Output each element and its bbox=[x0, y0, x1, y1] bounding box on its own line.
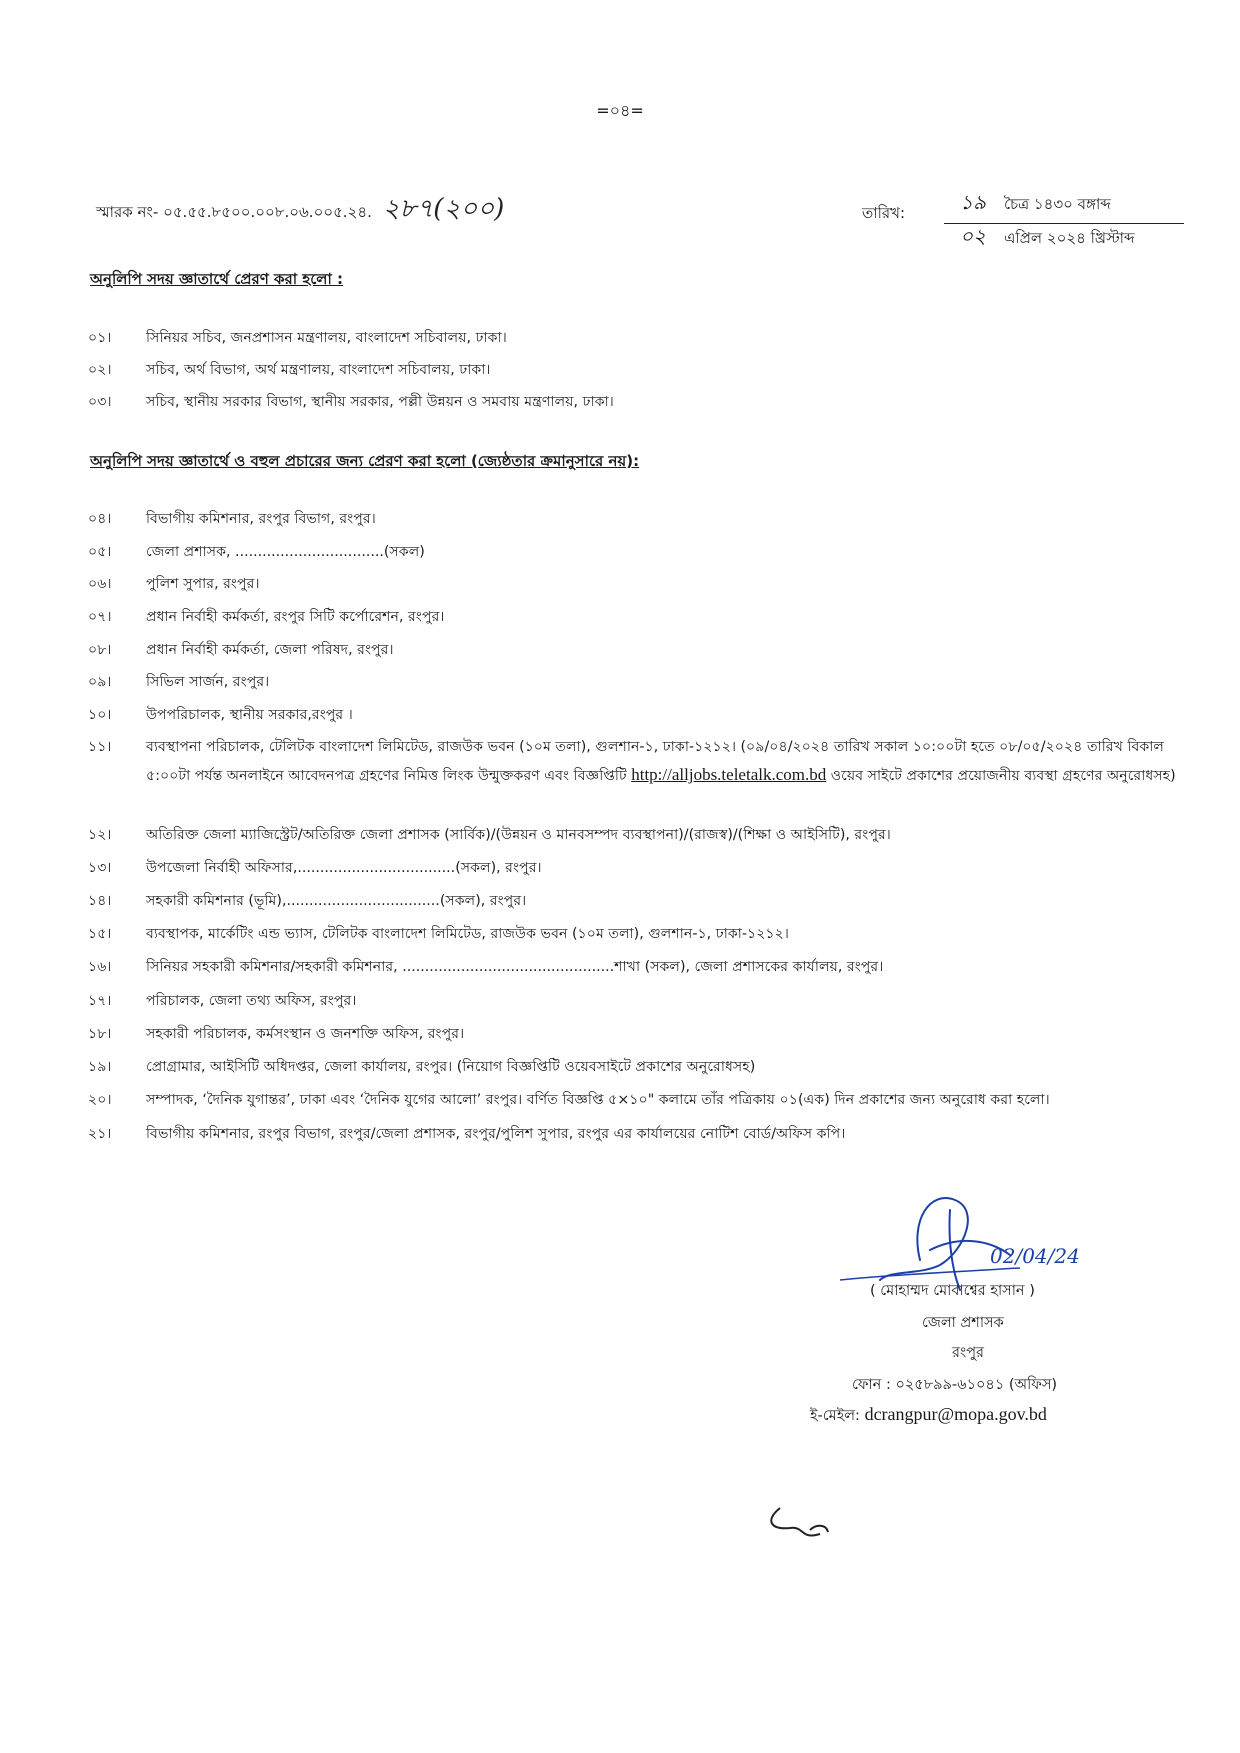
list-item bbox=[88, 1021, 1188, 1048]
item-number: ১৭। bbox=[88, 993, 112, 1009]
list-item bbox=[88, 1087, 1188, 1114]
bangla-date bbox=[944, 188, 1184, 224]
item-text: প্রধান নির্বাহী কর্মকর্তা, জেলা পরিষদ, রংপুর। bbox=[146, 642, 394, 658]
initials-icon bbox=[760, 1500, 840, 1550]
list-item bbox=[88, 506, 1188, 533]
list-item bbox=[88, 988, 1188, 1015]
item-text-after: ওয়েব সাইটে প্রকাশের প্রয়োজনীয় ব্যবস্থা গ্রহণের অনুরোধসহ) bbox=[826, 768, 1176, 784]
list-item bbox=[88, 669, 1188, 696]
item-number: ০৮। bbox=[88, 642, 112, 658]
item-number: ০৯। bbox=[88, 674, 112, 690]
item-text: সহকারী কমিশনার (ভূমি),..................................(সকল), রংপুর। bbox=[146, 893, 527, 909]
section1-heading: অনুলিপি সদয় জ্ঞাতার্থে প্রেরণ করা হলো : bbox=[90, 270, 344, 288]
bangla-day-handwritten: ১৯ bbox=[960, 190, 986, 214]
date-block bbox=[862, 188, 1192, 254]
item-text bbox=[146, 734, 1188, 790]
item-text: সিভিল সার্জন, রংপুর। bbox=[146, 674, 270, 690]
memo-handwritten-number: ২৮৭(২০০) bbox=[382, 194, 505, 224]
item-number: ০৫। bbox=[88, 544, 112, 560]
list-item bbox=[88, 571, 1188, 598]
item-text: অতিরিক্ত জেলা ম্যাজিস্ট্রেট/অতিরিক্ত জেলা প্রশাসক (সার্বিক)/(উন্নয়ন ও মানবসম্পদ ব্যবস্থাপনা)/(রাজস্ব)/(শিক্ষা ও আইসিটি), রংপুর। bbox=[146, 827, 891, 843]
item-text: জেলা প্রশাসক, .................................(সকল) bbox=[146, 544, 425, 560]
item-text: প্রধান নির্বাহী কর্মকর্তা, রংপুর সিটি কর্পোরেশন, রংপুর। bbox=[146, 609, 445, 625]
item-text: সিনিয়র সচিব, জনপ্রশাসন মন্ত্রণালয়, বাংলাদেশ সচিবালয়, ঢাকা। bbox=[146, 330, 507, 346]
list-item bbox=[88, 539, 1188, 566]
english-date bbox=[944, 222, 1184, 255]
item-number: ১২। bbox=[88, 827, 112, 843]
list-item bbox=[88, 1054, 1188, 1081]
item-text-main: ব্যবস্থাপনা পরিচালক, টেলিটক বাংলাদেশ লিমিটেড, রাজউক ভবন (১০ম তলা), গুলশান-১, ঢাকা-১২১২। (০৯/০৪/২০২৪ তারিখ সকাল ১০:০০টা হতে ০৮/০৫/২০২৪ তারিখ বিকাল ৫:০০টা পর্যন্ত অনলাইনে আবেদনপত্র গ্রহণের নিমিত্ত লিংক উন্মুক্তকরণ এবং বিজ্ঞপ্তিটি bbox=[146, 739, 1164, 784]
teletalk-url: http://alljobs.teletalk.com.bd bbox=[631, 765, 827, 784]
item-text: পরিচালক, জেলা তথ্য অফিস, রংপুর। bbox=[146, 993, 357, 1009]
list-item bbox=[88, 888, 1188, 915]
signer-name: ( মোহাম্মদ মোবাশ্বের হাসান ) bbox=[870, 1283, 1035, 1299]
signer-place: রংপুর bbox=[952, 1345, 985, 1361]
item-text: বিভাগীয় কমিশনার, রংপুর বিভাগ, রংপুর/জেলা প্রশাসক, রংপুর/পুলিশ সুপার, রংপুর এর কার্যালয়ের নোটিশ বোর্ড/অফিস কপি। bbox=[146, 1126, 846, 1142]
item-number: ১০। bbox=[88, 707, 112, 723]
signature-date: 02/04/24 bbox=[990, 1244, 1080, 1268]
email-address: dcrangpur@mopa.gov.bd bbox=[864, 1404, 1047, 1424]
item-number: ১১। bbox=[88, 739, 112, 755]
list-item bbox=[88, 389, 1188, 416]
item-number: ১৪। bbox=[88, 893, 112, 909]
item-number: ২০। bbox=[88, 1092, 112, 1108]
list-item bbox=[88, 325, 1188, 352]
item-text: সম্পাদক, ‘দৈনিক যুগান্তর’, ঢাকা এবং ‘দৈনিক যুগের আলো’ রংপুর। বর্ণিত বিজ্ঞপ্তি ৫×১০" কলামে তাঁর পত্রিকায় ০১(এক) দিন প্রকাশের জন্য অনুরোধ করা হলো। bbox=[146, 1092, 1050, 1108]
english-date-rest: এপ্রিল ২০২৪ খ্রিস্টাব্দ bbox=[1004, 229, 1135, 247]
list-item bbox=[88, 954, 1188, 981]
english-day-handwritten: ০২ bbox=[960, 224, 987, 248]
date-label: তারিখ: bbox=[862, 204, 906, 222]
item-number: ০৪। bbox=[88, 511, 112, 527]
item-text: পুলিশ সুপার, রংপুর। bbox=[146, 576, 260, 592]
list-item bbox=[88, 637, 1188, 664]
item-number: ০৩। bbox=[88, 394, 112, 410]
item-text: বিভাগীয় কমিশনার, রংপুর বিভাগ, রংপুর। bbox=[146, 511, 376, 527]
item-text: সিনিয়র সহকারী কমিশনার/সহকারী কমিশনার, ...............................................শাখা (সকল), জেলা প্রশাসকের কার্যালয়, রংপুর। bbox=[146, 959, 884, 975]
item-number: ০১। bbox=[88, 330, 112, 346]
list-item bbox=[88, 604, 1188, 631]
item-text: ব্যবস্থাপক, মার্কেটিং এন্ড ভ্যাস, টেলিটক বাংলাদেশ লিমিটেড, রাজউক ভবন (১০ম তলা), গুলশান-১, ঢাকা-১২১২। bbox=[146, 926, 789, 942]
item-number: ১৬। bbox=[88, 959, 112, 975]
item-text: সচিব, অর্থ বিভাগ, অর্থ মন্ত্রণালয়, বাংলাদেশ সচিবালয়, ঢাকা। bbox=[146, 362, 491, 378]
bangla-date-rest: চৈত্র ১৪৩০ বঙ্গাব্দ bbox=[1003, 195, 1111, 213]
item-number: ০৭। bbox=[88, 609, 112, 625]
item-number: ১৮। bbox=[88, 1026, 112, 1042]
list-item bbox=[88, 1121, 1188, 1148]
section2-heading: অনুলিপি সদয় জ্ঞাতার্থে ও বহুল প্রচারের জন্য প্রেরণ করা হলো (জ্যেষ্ঠতার ক্রমানুসারে নয়): bbox=[90, 452, 640, 470]
list-item bbox=[88, 734, 1188, 790]
list-item bbox=[88, 921, 1188, 948]
initials-mark bbox=[760, 1500, 840, 1554]
item-text: সচিব, স্থানীয় সরকার বিভাগ, স্থানীয় সরকার, পল্লী উন্নয়ন ও সমবায় মন্ত্রণালয়, ঢাকা। bbox=[146, 394, 614, 410]
list-item bbox=[88, 702, 1188, 729]
item-number: ১৫। bbox=[88, 926, 112, 942]
memo-label: স্মারক নং- bbox=[96, 203, 159, 221]
email-label: ই-মেইল: bbox=[810, 1408, 860, 1424]
item-number: ২১। bbox=[88, 1126, 112, 1142]
item-number: ০৬। bbox=[88, 576, 112, 592]
item-text: প্রোগ্রামার, আইসিটি অধিদপ্তর, জেলা কার্যালয়, রংপুর। (নিয়োগ বিজ্ঞপ্তিটি ওয়েবসাইটে প্রকাশের অনুরোধসহ) bbox=[146, 1059, 756, 1075]
item-text: উপজেলা নির্বাহী অফিসার,...................................(সকল), রংপুর। bbox=[146, 860, 542, 876]
page-number: =০৪= bbox=[596, 101, 644, 120]
memo-number-value: ০৫.৫৫.৮৫০০.০০৮.০৬.০০৫.২৪. bbox=[163, 203, 372, 221]
item-text: উপপরিচালক, স্থানীয় সরকার,রংপুর । bbox=[146, 707, 353, 723]
memo-number bbox=[96, 188, 504, 232]
item-text: সহকারী পরিচালক, কর্মসংস্থান ও জনশক্তি অফিস, রংপুর। bbox=[146, 1026, 465, 1042]
list-item bbox=[88, 357, 1188, 384]
signer-phone: ফোন : ০২৫৮৯৯-৬১০৪১ (অফিস) bbox=[852, 1377, 1058, 1393]
signature-block bbox=[780, 1180, 1210, 1480]
item-number: ১৯। bbox=[88, 1059, 112, 1075]
item-number: ০২। bbox=[88, 362, 112, 378]
item-number: ১৩। bbox=[88, 860, 112, 876]
signer-designation: জেলা প্রশাসক bbox=[922, 1315, 1004, 1331]
list-item bbox=[88, 855, 1188, 882]
list-item bbox=[88, 822, 1188, 849]
signer-email-line bbox=[810, 1404, 1047, 1429]
